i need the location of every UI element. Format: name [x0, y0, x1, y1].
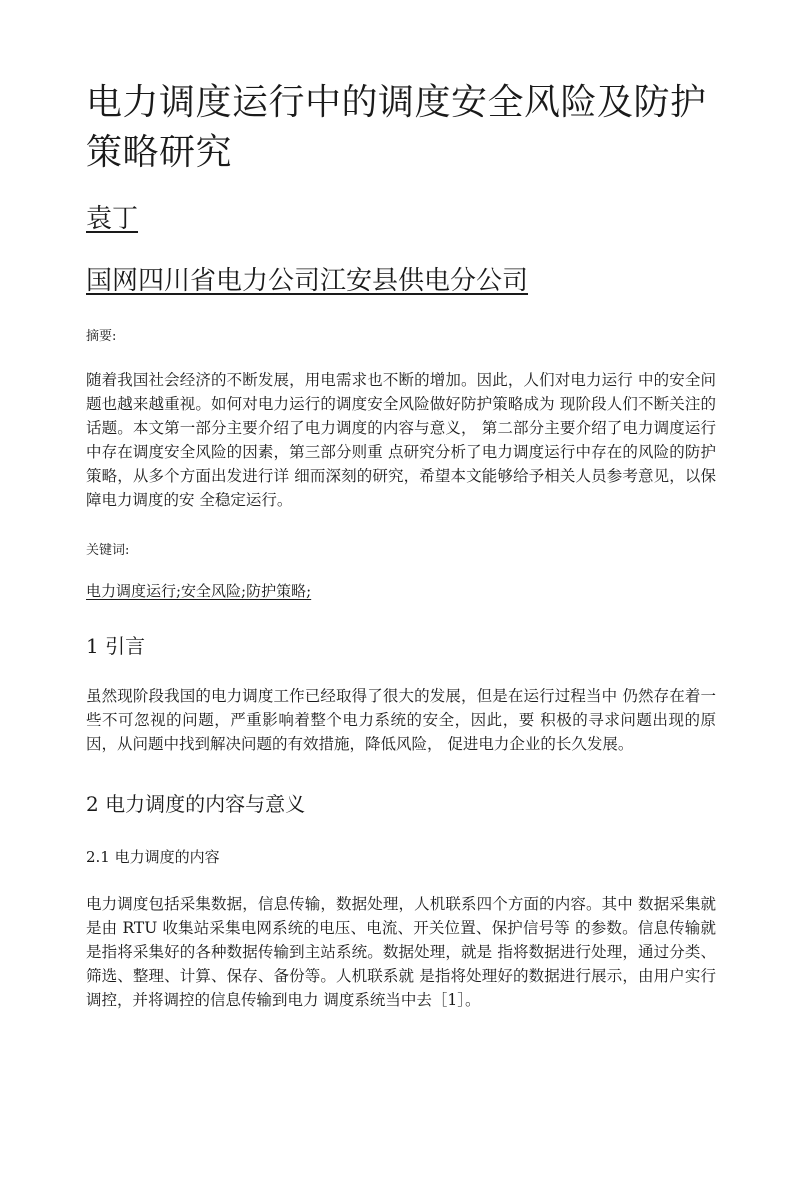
keywords-list: 电力调度运行;安全风险;防护策略;	[86, 582, 312, 600]
abstract-label: 摘要:	[86, 329, 117, 344]
abstract-text: 随着我国社会经济的不断发展，用电需求也不断的增加。因此，人们对电力运行 中的安全问题也越来越重视。如何对电力运行的调度安全风险做好防护策略成为 现阶段人们不断关注的话题。本文第一部分主要介绍了电力调度的内容与意义， 第二部分主要介绍了电力调度运行中存在调度安全风险的因素，第三部分则重 点研究分析了电力调度运行中存在的风险的防护策略，从多个方面出发进行详 细而深刻的研究，希望本文能够给予相关人员参考意见，以保障电力调度的安 全稳定运行。	[86, 371, 716, 509]
keywords-label: 关键词:	[86, 543, 130, 558]
author-name: 袁丁	[86, 204, 139, 234]
author-affiliation: 国网四川省电力公司江安县供电分公司	[86, 266, 529, 296]
section-2-1-heading: 2.1 电力调度的内容	[86, 848, 220, 866]
section-1-heading: 1 引言	[86, 634, 146, 658]
document-page	[86, 78, 716, 1012]
section-1-text: 虽然现阶段我国的电力调度工作已经取得了很大的发展，但是在运行过程当中 仍然存在着一些不可忽视的问题，严重影响着整个电力系统的安全，因此，要 积极的寻求问题出现的原因，从问题中找到解决问题的有效措施，降低风险， 促进电力企业的长久发展。	[86, 687, 716, 753]
document-title: 电力调度运行中的调度安全风险及防护策略研究	[86, 82, 707, 173]
section-2-heading: 2 电力调度的内容与意义	[86, 792, 306, 816]
section-2-1-text: 电力调度包括采集数据，信息传输，数据处理，人机联系四个方面的内容。其中 数据采集就是由 RTU 收集站采集电网系统的电压、电流、开关位置、保护信号等 的参数。信息传输就是指将采集好的各种数据传输到主站系统。数据处理，就是 指将数据进行处理，通过分类、筛选、整理、计算、保存、备份等。人机联系就 是指将处理好的数据进行展示，由用户实行调控，并将调控的信息传输到电力 调度系统当中去［1］。	[86, 895, 716, 1009]
